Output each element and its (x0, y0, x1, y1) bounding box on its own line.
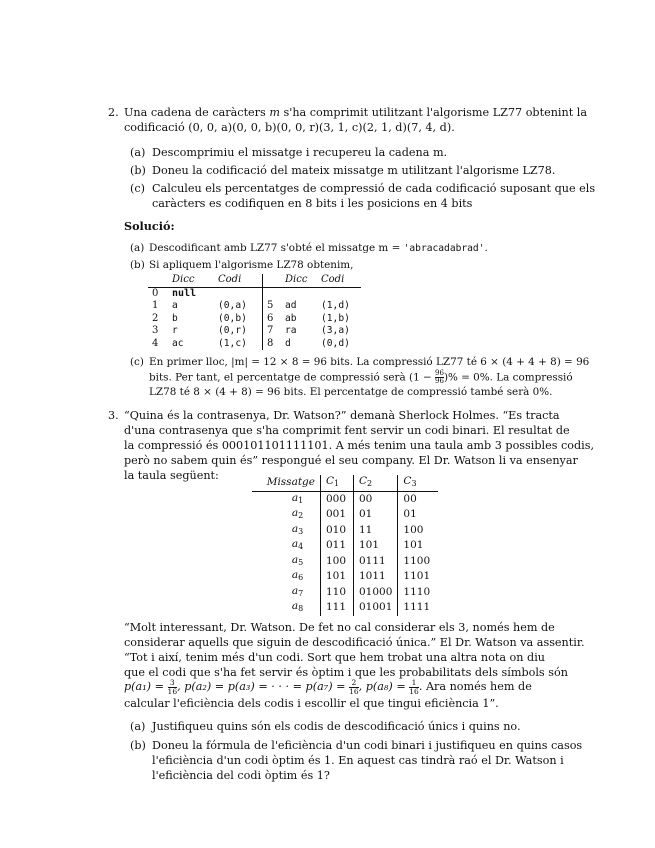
table-row (148, 325, 361, 338)
paragraph-line: però no sabem quin és” respongué el seu company. El Dr. Watson li va ensenyar (124, 454, 578, 467)
item-text: l'eficiència d'un codi òptim és 1. En aquest cas tindrà raó el Dr. Watson i (152, 754, 564, 767)
table-row (252, 554, 438, 570)
paragraph-line: d'una contrasenya que s'ha comprimit fent servir un codi binari. El resultat de (124, 424, 570, 437)
item-text: Justifiqueu quins són els codis de descodificació únics i quins no. (152, 720, 521, 733)
math-text: , p(a₈) = (358, 680, 406, 693)
table-row (252, 538, 438, 554)
paragraph-line: “Tot i així, tenim més d'un codi. Sort que hem trobat una altra nota on diu (124, 651, 545, 664)
symbol: a (291, 538, 299, 550)
table-row (252, 569, 438, 585)
table-cell: b (172, 312, 178, 324)
table-cell: (0,b) (218, 312, 247, 324)
fraction-numerator: 3 (168, 679, 178, 688)
table-cell: 101 (398, 538, 439, 554)
symbol-subscript: 7 (298, 588, 304, 598)
column-header: Codi (214, 274, 263, 287)
problem-2-statement (124, 105, 587, 120)
column-header-c1 (321, 475, 354, 491)
table-cell: 8 (263, 338, 282, 351)
table-cell: 1111 (398, 600, 439, 616)
table-cell: 0111 (354, 554, 398, 570)
table-cell: r (172, 325, 178, 336)
paragraph-line: la taula següent: (124, 469, 219, 482)
solution-text: bits. Per tant, el percentatge de compressió serà (1 − (149, 371, 432, 384)
column-header: Dicc (281, 274, 317, 287)
paragraph-line: calcular l'eficiència dels codis i escollir el que tingui eficiència 1”. (124, 697, 499, 710)
column-header: Dicc (168, 274, 214, 287)
table-cell: (1,d) (321, 300, 350, 311)
fraction-numerator: 96 (435, 369, 444, 377)
column-header-text: C (359, 475, 368, 487)
paragraph-text: . Ara només hem de (418, 680, 532, 693)
table-cell: 01001 (354, 600, 398, 616)
fraction-denominator: 96 (435, 377, 444, 385)
table-row (252, 600, 438, 616)
table-row (252, 585, 438, 601)
solution-text: En primer lloc, |m| = 12 × 8 = 96 bits. La compressió LZ77 té 6 × (4 + 4 + 8) = 96 (149, 356, 590, 368)
symbol-subscript: 3 (298, 526, 304, 536)
item-text: Doneu la fórmula de l'eficiència d'un codi binari i justifiqueu en quins casos (152, 739, 583, 752)
table-cell: 0 (152, 287, 159, 299)
item-label: (b) (130, 259, 145, 271)
solution-text: Descodificant amb LZ77 s'obté el missatge m = (149, 242, 401, 254)
statement-text: s'ha comprimit utilitzant l'algorisme LZ77 obtenint la (283, 106, 587, 119)
solution-text: )% = 0%. La compressió (443, 371, 573, 384)
symbol: a (291, 522, 299, 535)
table-cell (263, 287, 282, 300)
column-header-subscript: 1 (334, 479, 340, 488)
column-header-text: C (403, 475, 412, 487)
table-cell: ac (172, 337, 184, 349)
paragraph-line: “Molt interessant, Dr. Watson. De fet no cal considerar els 3, només hem de (124, 621, 555, 634)
table-cell: 1100 (398, 554, 439, 570)
fraction (409, 679, 419, 695)
math-text: p(a₁) = (124, 680, 164, 693)
table-cell: null (172, 287, 197, 299)
table-cell: 4 (152, 337, 159, 349)
item-text: Calculeu els percentatges de compressió de cada codificació suposant que els (152, 182, 596, 195)
symbol: a (291, 600, 299, 612)
table-cell (214, 287, 263, 300)
lz78-table (148, 274, 361, 350)
table-cell: 010 (321, 523, 354, 539)
symbol: a (291, 507, 299, 519)
table-cell: 00 (398, 491, 439, 507)
item-label: (a) (130, 242, 145, 254)
fraction-denominator: 16 (409, 686, 419, 696)
table-row (252, 491, 438, 507)
math-text: , p(a₂) = p(a₃) = · · · = p(a₇) = (177, 680, 346, 693)
table-header-row (148, 274, 361, 287)
fraction (349, 679, 359, 695)
table-cell: d (285, 337, 291, 349)
table-row (148, 338, 361, 351)
table-cell: ad (285, 300, 297, 311)
symbol-subscript: 8 (298, 604, 304, 613)
column-header-subscript: 3 (411, 479, 417, 488)
variable-m: m (269, 106, 280, 119)
fraction (435, 370, 444, 385)
table-cell: 111 (321, 600, 354, 616)
table-cell: 3 (152, 325, 159, 336)
table-cell: 100 (321, 554, 354, 570)
table-cell: 100 (398, 523, 439, 539)
item-text: caràcters es codifiquen en 8 bits i les posicions en 4 bits (152, 197, 473, 210)
column-header-subscript: 2 (367, 479, 373, 488)
table-cell: 000 (321, 491, 354, 507)
symbol-subscript: 4 (298, 542, 304, 551)
table-cell: 01000 (354, 585, 398, 601)
table-header-row (252, 475, 438, 491)
column-header-c3 (398, 475, 439, 491)
fraction (168, 679, 178, 695)
column-header-missatge: Missatge (252, 475, 321, 491)
statement-text: codificació (124, 121, 185, 134)
table-cell: (1,b) (321, 312, 350, 324)
table-cell: a (172, 300, 178, 311)
table-cell: 1110 (398, 585, 439, 601)
item-label: (a) (130, 146, 146, 159)
table-cell: ra (285, 325, 297, 336)
paragraph-line: la compressió és 000101101111101. A més tenim una taula amb 3 possibles codis, (124, 439, 595, 452)
statement-text: Una cadena de caràcters (124, 106, 266, 119)
symbol: a (291, 491, 299, 504)
solution-title: Solució: (124, 219, 175, 233)
item-label: (b) (130, 164, 146, 177)
solution-text: LZ78 té 8 × (4 + 8) = 96 bits. El percentatge de compressió també serà 0%. (149, 386, 553, 398)
solution-text: Si apliquem l'algorisme LZ78 obtenim, (149, 259, 354, 271)
table-cell: (0,r) (218, 325, 247, 336)
item-text: Doneu la codificació del mateix missatge m utilitzant l'algorisme LZ78. (152, 164, 556, 177)
table-cell: ab (285, 312, 297, 324)
symbol-subscript: 1 (298, 495, 304, 505)
symbol-subscript: 6 (298, 573, 304, 582)
table-cell: (1,c) (218, 337, 247, 349)
column-header: Codi (317, 274, 361, 287)
table-cell: 01 (398, 507, 439, 523)
item-label: (c) (130, 182, 145, 195)
column-header-text: C (326, 475, 335, 487)
table-row (148, 287, 361, 300)
table-cell: (0,a) (218, 300, 247, 311)
table-cell: 1101 (398, 569, 439, 585)
table-cell (317, 287, 361, 300)
symbol-subscript: 2 (298, 511, 304, 520)
table-cell: 6 (263, 313, 282, 326)
item-text: l'eficiència del codi òptim és 1? (152, 769, 330, 782)
paragraph-line: considerar aquells que siguin de descodificació única.” El Dr. Watson va assentir. (124, 636, 585, 649)
table-cell: 7 (263, 325, 282, 338)
fraction-denominator: 16 (167, 686, 178, 696)
paragraph-line: que el codi que s'ha fet servir és òptim i que les probabilitats dels símbols són (124, 666, 568, 679)
table-cell: 00 (354, 491, 398, 507)
fraction-numerator: 2 (349, 679, 359, 688)
lz77-coding: (0, 0, a)(0, 0, b)(0, 0, r)(3, 1, c)(2, 1, d)(7, 4, d). (188, 121, 455, 134)
table-cell: (3,a) (321, 325, 350, 336)
item-text: Descomprimiu el missatge i recupereu la cadena m. (152, 146, 448, 159)
column-header-c2 (354, 475, 398, 491)
symbol-subscript: 5 (298, 557, 304, 567)
table-cell: 110 (321, 585, 354, 601)
solution-c-line2 (149, 370, 573, 386)
problem-2-coding-line (124, 120, 455, 135)
decoded-message: 'abracadabrad' (403, 243, 485, 254)
table-cell: 11 (354, 523, 398, 539)
paragraph-line: “Quina és la contrasenya, Dr. Watson?” demanà Sherlock Holmes. “Es tracta (124, 409, 560, 422)
table-cell: 101 (321, 569, 354, 585)
table-cell: 1 (152, 300, 159, 311)
symbol: a (291, 569, 299, 581)
table-row (252, 507, 438, 523)
table-cell: 1011 (354, 569, 398, 585)
table-row (252, 523, 438, 539)
solution-a (149, 241, 488, 256)
symbol: a (291, 553, 299, 566)
table-row (148, 313, 361, 326)
problem-2-number: 2. (108, 106, 119, 119)
solution-text: . (484, 242, 488, 254)
table-cell: (0,d) (321, 337, 350, 349)
table-cell: 5 (263, 300, 282, 313)
table-cell: 2 (152, 312, 159, 324)
table-cell: 101 (354, 538, 398, 554)
item-label: (b) (130, 739, 146, 752)
fraction-numerator: 1 (409, 679, 419, 688)
table-cell: 01 (354, 507, 398, 523)
item-label: (c) (130, 356, 144, 368)
item-label: (a) (130, 720, 146, 733)
fraction-denominator: 16 (349, 686, 359, 696)
table-cell (281, 287, 317, 300)
table-cell: 001 (321, 507, 354, 523)
symbol: a (291, 584, 299, 597)
codes-table (252, 475, 438, 616)
probabilities-line (124, 679, 532, 695)
table-row (148, 300, 361, 313)
table-cell: 011 (321, 538, 354, 554)
problem-3-number: 3. (108, 409, 119, 422)
